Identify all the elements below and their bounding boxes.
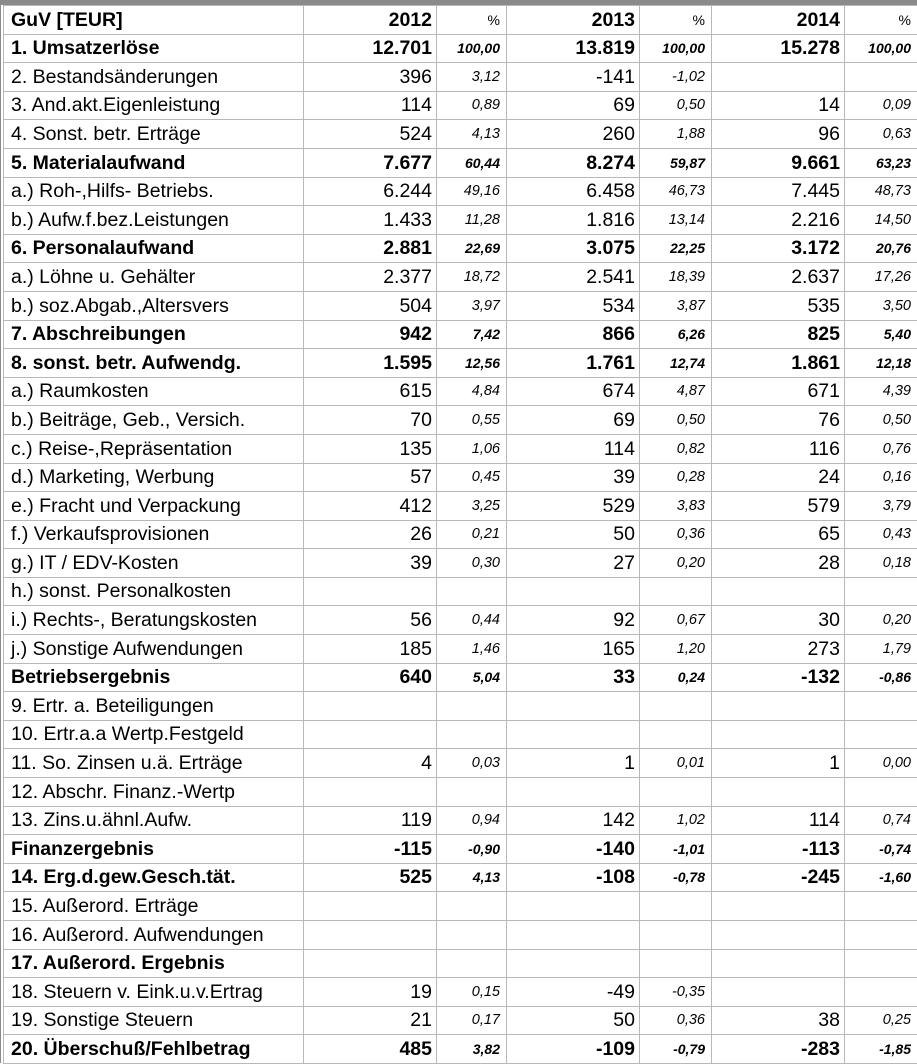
value-2013[interactable]: 260	[507, 120, 640, 149]
row-label[interactable]: 6. Personalaufwand	[4, 234, 304, 263]
percent-2014[interactable]: 5,40	[845, 320, 917, 349]
percent-2013[interactable]: 59,87	[640, 148, 712, 177]
percent-2012[interactable]	[437, 778, 507, 807]
value-2014[interactable]: 535	[712, 291, 845, 320]
row-label[interactable]: 14. Erg.d.gew.Gesch.tät.	[4, 863, 304, 892]
value-2014[interactable]: 15.278	[712, 34, 845, 63]
header-percent-3[interactable]: %	[845, 6, 917, 35]
percent-2013[interactable]: -0,35	[640, 978, 712, 1007]
value-2014[interactable]: 671	[712, 377, 845, 406]
value-2014[interactable]: -132	[712, 663, 845, 692]
percent-2013[interactable]: 12,74	[640, 349, 712, 378]
percent-2013[interactable]: 0,50	[640, 91, 712, 120]
table-row	[4, 63, 917, 92]
table-row	[4, 406, 917, 435]
percent-2012[interactable]: 3,25	[437, 492, 507, 521]
percent-2013[interactable]	[640, 692, 712, 721]
row-label[interactable]: 16. Außerord. Aufwendungen	[4, 921, 304, 950]
value-2014[interactable]: 76	[712, 406, 845, 435]
value-2013[interactable]: 866	[507, 320, 640, 349]
row-label[interactable]: Betriebsergebnis	[4, 663, 304, 692]
percent-2012[interactable]: 0,17	[437, 1006, 507, 1035]
value-2013[interactable]	[507, 921, 640, 950]
percent-2014[interactable]: 4,39	[845, 377, 917, 406]
value-2013[interactable]: 50	[507, 520, 640, 549]
value-2014[interactable]: 116	[712, 434, 845, 463]
percent-2014[interactable]: 0,20	[845, 606, 917, 635]
row-label[interactable]: 18. Steuern v. Eink.u.v.Ertrag	[4, 978, 304, 1007]
table-row	[4, 835, 917, 864]
percent-2012[interactable]	[437, 921, 507, 950]
percent-2014[interactable]: 0,25	[845, 1006, 917, 1035]
percent-2013[interactable]: -0,79	[640, 1035, 712, 1064]
value-2013[interactable]	[507, 720, 640, 749]
percent-2013[interactable]: 3,83	[640, 492, 712, 521]
row-label[interactable]: e.) Fracht und Verpackung	[4, 492, 304, 521]
percent-2014[interactable]	[845, 778, 917, 807]
table-row	[4, 377, 917, 406]
percent-2014[interactable]: 14,50	[845, 206, 917, 235]
row-label[interactable]: Finanzergebnis	[4, 835, 304, 864]
percent-2013[interactable]: 18,39	[640, 263, 712, 292]
value-2013[interactable]: 50	[507, 1006, 640, 1035]
percent-2013[interactable]	[640, 778, 712, 807]
value-2013[interactable]	[507, 892, 640, 921]
percent-2014[interactable]: -0,74	[845, 835, 917, 864]
table-body	[4, 34, 917, 1063]
percent-2012[interactable]: 49,16	[437, 177, 507, 206]
percent-2012[interactable]: 1,06	[437, 434, 507, 463]
percent-2012[interactable]: 0,30	[437, 549, 507, 578]
table-row	[4, 921, 917, 950]
percent-2012[interactable]: 22,69	[437, 234, 507, 263]
percent-2014[interactable]: 0,00	[845, 749, 917, 778]
percent-2014[interactable]	[845, 978, 917, 1007]
value-2012[interactable]	[304, 692, 437, 721]
row-label[interactable]: 3. And.akt.Eigenleistung	[4, 91, 304, 120]
value-2014[interactable]	[712, 577, 845, 606]
value-2014[interactable]: 579	[712, 492, 845, 521]
row-label[interactable]: 11. So. Zinsen u.ä. Erträge	[4, 749, 304, 778]
value-2012[interactable]: 114	[304, 91, 437, 120]
percent-2014[interactable]: 63,23	[845, 148, 917, 177]
value-2013[interactable]	[507, 577, 640, 606]
value-2014[interactable]	[712, 978, 845, 1007]
value-2014[interactable]	[712, 720, 845, 749]
percent-2012[interactable]: -0,90	[437, 835, 507, 864]
table-row	[4, 1035, 917, 1064]
percent-2014[interactable]	[845, 692, 917, 721]
value-2014[interactable]: 9.661	[712, 148, 845, 177]
value-2014[interactable]	[712, 892, 845, 921]
row-label[interactable]: 5. Materialaufwand	[4, 148, 304, 177]
row-label[interactable]: 15. Außerord. Erträge	[4, 892, 304, 921]
row-label[interactable]: i.) Rechts-, Beratungskosten	[4, 606, 304, 635]
percent-2014[interactable]: 0,09	[845, 91, 917, 120]
value-2012[interactable]: 185	[304, 635, 437, 664]
percent-2013[interactable]: 0,36	[640, 1006, 712, 1035]
percent-2013[interactable]: 22,25	[640, 234, 712, 263]
percent-2013[interactable]: 0,01	[640, 749, 712, 778]
percent-2012[interactable]: 5,04	[437, 663, 507, 692]
value-2012[interactable]: 2.377	[304, 263, 437, 292]
value-2012[interactable]: 4	[304, 749, 437, 778]
value-2014[interactable]	[712, 778, 845, 807]
value-2012[interactable]: 7.677	[304, 148, 437, 177]
percent-2012[interactable]: 0,15	[437, 978, 507, 1007]
value-2012[interactable]	[304, 720, 437, 749]
value-2013[interactable]: 114	[507, 434, 640, 463]
percent-2013[interactable]: 46,73	[640, 177, 712, 206]
percent-2012[interactable]: 3,82	[437, 1035, 507, 1064]
value-2013[interactable]: 674	[507, 377, 640, 406]
value-2014[interactable]: 273	[712, 635, 845, 664]
value-2014[interactable]: 7.445	[712, 177, 845, 206]
percent-2013[interactable]	[640, 720, 712, 749]
value-2012[interactable]: 524	[304, 120, 437, 149]
table-row	[4, 663, 917, 692]
percent-2012[interactable]	[437, 892, 507, 921]
percent-2013[interactable]: -0,78	[640, 863, 712, 892]
value-2012[interactable]	[304, 892, 437, 921]
value-2013[interactable]: 529	[507, 492, 640, 521]
value-2012[interactable]: 412	[304, 492, 437, 521]
value-2013[interactable]: -109	[507, 1035, 640, 1064]
table-row	[4, 34, 917, 63]
value-2014[interactable]: 1.861	[712, 349, 845, 378]
percent-2012[interactable]: 7,42	[437, 320, 507, 349]
table-row	[4, 549, 917, 578]
value-2013[interactable]: 3.075	[507, 234, 640, 263]
value-2014[interactable]: 3.172	[712, 234, 845, 263]
value-2014[interactable]: 65	[712, 520, 845, 549]
percent-2013[interactable]: 0,24	[640, 663, 712, 692]
table-row	[4, 349, 917, 378]
table-row	[4, 778, 917, 807]
percent-2014[interactable]: -1,60	[845, 863, 917, 892]
percent-2013[interactable]: 3,87	[640, 291, 712, 320]
table-row	[4, 263, 917, 292]
value-2013[interactable]: 534	[507, 291, 640, 320]
value-2014[interactable]: 24	[712, 463, 845, 492]
value-2013[interactable]: 33	[507, 663, 640, 692]
value-2012[interactable]: 56	[304, 606, 437, 635]
percent-2012[interactable]: 60,44	[437, 148, 507, 177]
row-label[interactable]: 4. Sonst. betr. Erträge	[4, 120, 304, 149]
percent-2012[interactable]: 18,72	[437, 263, 507, 292]
percent-2014[interactable]: -0,86	[845, 663, 917, 692]
table-row	[4, 148, 917, 177]
value-2012[interactable]	[304, 921, 437, 950]
row-label[interactable]: 13. Zins.u.ähnl.Aufw.	[4, 806, 304, 835]
table-row	[4, 806, 917, 835]
value-2013[interactable]: 1.816	[507, 206, 640, 235]
value-2012[interactable]: -115	[304, 835, 437, 864]
percent-2013[interactable]: 0,50	[640, 406, 712, 435]
percent-2013[interactable]	[640, 892, 712, 921]
percent-2013[interactable]: 0,67	[640, 606, 712, 635]
row-label[interactable]: c.) Reise-,Repräsentation	[4, 434, 304, 463]
value-2013[interactable]: -49	[507, 978, 640, 1007]
value-2014[interactable]: -113	[712, 835, 845, 864]
percent-2012[interactable]: 100,00	[437, 34, 507, 63]
value-2012[interactable]: 525	[304, 863, 437, 892]
row-label[interactable]: a.) Raumkosten	[4, 377, 304, 406]
percent-2012[interactable]: 1,46	[437, 635, 507, 664]
percent-2013[interactable]	[640, 577, 712, 606]
table-row	[4, 949, 917, 978]
value-2014[interactable]: 38	[712, 1006, 845, 1035]
percent-2013[interactable]: 0,82	[640, 434, 712, 463]
row-label[interactable]: a.) Roh-,Hilfs- Betriebs.	[4, 177, 304, 206]
percent-2014[interactable]: 1,79	[845, 635, 917, 664]
value-2014[interactable]: -283	[712, 1035, 845, 1064]
value-2012[interactable]: 12.701	[304, 34, 437, 63]
value-2012[interactable]: 70	[304, 406, 437, 435]
row-label[interactable]: b.) Aufw.f.bez.Leistungen	[4, 206, 304, 235]
row-label[interactable]: 19. Sonstige Steuern	[4, 1006, 304, 1035]
value-2014[interactable]	[712, 692, 845, 721]
percent-2014[interactable]: 0,74	[845, 806, 917, 835]
row-label[interactable]: a.) Löhne u. Gehälter	[4, 263, 304, 292]
percent-2014[interactable]: 0,43	[845, 520, 917, 549]
value-2012[interactable]: 135	[304, 434, 437, 463]
percent-2014[interactable]	[845, 63, 917, 92]
header-year-2013[interactable]: 2013	[507, 6, 640, 35]
percent-2014[interactable]: 20,76	[845, 234, 917, 263]
row-label[interactable]: 20. Überschuß/Fehlbetrag	[4, 1035, 304, 1064]
value-2012[interactable]: 21	[304, 1006, 437, 1035]
value-2012[interactable]: 19	[304, 978, 437, 1007]
value-2012[interactable]: 2.881	[304, 234, 437, 263]
value-2013[interactable]: -108	[507, 863, 640, 892]
row-label[interactable]: f.) Verkaufsprovisionen	[4, 520, 304, 549]
percent-2012[interactable]: 0,44	[437, 606, 507, 635]
percent-2013[interactable]: -1,01	[640, 835, 712, 864]
table-row	[4, 320, 917, 349]
percent-2012[interactable]: 0,03	[437, 749, 507, 778]
value-2014[interactable]: 2.637	[712, 263, 845, 292]
value-2014[interactable]: 825	[712, 320, 845, 349]
value-2012[interactable]: 1.433	[304, 206, 437, 235]
value-2014[interactable]	[712, 63, 845, 92]
value-2014[interactable]: 2.216	[712, 206, 845, 235]
table-row	[4, 577, 917, 606]
percent-2014[interactable]: 17,26	[845, 263, 917, 292]
table-row	[4, 91, 917, 120]
percent-2014[interactable]: 48,73	[845, 177, 917, 206]
row-label[interactable]: 8. sonst. betr. Aufwendg.	[4, 349, 304, 378]
value-2013[interactable]: 69	[507, 91, 640, 120]
row-label[interactable]: g.) IT / EDV-Kosten	[4, 549, 304, 578]
percent-2014[interactable]: 3,50	[845, 291, 917, 320]
percent-2012[interactable]: 12,56	[437, 349, 507, 378]
value-2013[interactable]: 27	[507, 549, 640, 578]
header-percent-1[interactable]: %	[437, 6, 507, 35]
value-2012[interactable]: 615	[304, 377, 437, 406]
table-row	[4, 206, 917, 235]
percent-2014[interactable]	[845, 577, 917, 606]
percent-2012[interactable]	[437, 692, 507, 721]
table-row	[4, 434, 917, 463]
value-2014[interactable]	[712, 949, 845, 978]
value-2012[interactable]: 942	[304, 320, 437, 349]
value-2013[interactable]: -140	[507, 835, 640, 864]
percent-2014[interactable]	[845, 720, 917, 749]
value-2013[interactable]: 92	[507, 606, 640, 635]
table-row	[4, 291, 917, 320]
row-label[interactable]: 17. Außerord. Ergebnis	[4, 949, 304, 978]
percent-2014[interactable]: 0,63	[845, 120, 917, 149]
percent-2014[interactable]: 0,50	[845, 406, 917, 435]
percent-2012[interactable]: 0,21	[437, 520, 507, 549]
value-2012[interactable]: 26	[304, 520, 437, 549]
value-2014[interactable]: 28	[712, 549, 845, 578]
table-row	[4, 720, 917, 749]
table-row	[4, 120, 917, 149]
row-label[interactable]: 7. Abschreibungen	[4, 320, 304, 349]
percent-2012[interactable]: 3,97	[437, 291, 507, 320]
percent-2012[interactable]: 4,13	[437, 120, 507, 149]
value-2013[interactable]: 69	[507, 406, 640, 435]
value-2013[interactable]: -141	[507, 63, 640, 92]
row-label[interactable]: d.) Marketing, Werbung	[4, 463, 304, 492]
row-label[interactable]: b.) Beiträge, Geb., Versich.	[4, 406, 304, 435]
table-row	[4, 635, 917, 664]
row-label[interactable]: 2. Bestandsänderungen	[4, 63, 304, 92]
value-2013[interactable]: 1.761	[507, 349, 640, 378]
row-label[interactable]: 10. Ertr.a.a Wertp.Festgeld	[4, 720, 304, 749]
value-2012[interactable]: 6.244	[304, 177, 437, 206]
value-2013[interactable]: 39	[507, 463, 640, 492]
percent-2013[interactable]	[640, 949, 712, 978]
percent-2013[interactable]: 1,02	[640, 806, 712, 835]
value-2013[interactable]: 1	[507, 749, 640, 778]
value-2013[interactable]	[507, 692, 640, 721]
percent-2012[interactable]: 0,89	[437, 91, 507, 120]
value-2012[interactable]: 504	[304, 291, 437, 320]
percent-2013[interactable]: 0,28	[640, 463, 712, 492]
table-row	[4, 749, 917, 778]
percent-2012[interactable]: 11,28	[437, 206, 507, 235]
row-label[interactable]: 12. Abschr. Finanz.-Wertp	[4, 778, 304, 807]
value-2013[interactable]: 165	[507, 635, 640, 664]
percent-2013[interactable]: 1,20	[640, 635, 712, 664]
value-2012[interactable]: 57	[304, 463, 437, 492]
row-label[interactable]: 1. Umsatzerlöse	[4, 34, 304, 63]
percent-2014[interactable]: 0,16	[845, 463, 917, 492]
percent-2014[interactable]: 100,00	[845, 34, 917, 63]
table-row	[4, 1006, 917, 1035]
value-2012[interactable]: 485	[304, 1035, 437, 1064]
value-2013[interactable]: 142	[507, 806, 640, 835]
percent-2013[interactable]: 6,26	[640, 320, 712, 349]
value-2014[interactable]: 30	[712, 606, 845, 635]
percent-2012[interactable]	[437, 577, 507, 606]
percent-2014[interactable]	[845, 949, 917, 978]
table-row	[4, 606, 917, 635]
value-2014[interactable]: -245	[712, 863, 845, 892]
value-2013[interactable]: 6.458	[507, 177, 640, 206]
header-row	[4, 6, 917, 35]
percent-2012[interactable]: 4,13	[437, 863, 507, 892]
row-label[interactable]: 9. Ertr. a. Beteiligungen	[4, 692, 304, 721]
header-label[interactable]: GuV [TEUR]	[4, 6, 304, 35]
row-label[interactable]: j.) Sonstige Aufwendungen	[4, 635, 304, 664]
value-2012[interactable]	[304, 949, 437, 978]
percent-2013[interactable]: 0,20	[640, 549, 712, 578]
value-2014[interactable]: 14	[712, 91, 845, 120]
table-row	[4, 520, 917, 549]
guv-table	[3, 5, 917, 1064]
percent-2013[interactable]: 4,87	[640, 377, 712, 406]
value-2013[interactable]: 13.819	[507, 34, 640, 63]
value-2012[interactable]: 1.595	[304, 349, 437, 378]
value-2012[interactable]: 39	[304, 549, 437, 578]
header-percent-2[interactable]: %	[640, 6, 712, 35]
value-2012[interactable]: 396	[304, 63, 437, 92]
percent-2014[interactable]	[845, 921, 917, 950]
value-2013[interactable]	[507, 778, 640, 807]
percent-2012[interactable]: 0,94	[437, 806, 507, 835]
table-row	[4, 863, 917, 892]
percent-2014[interactable]: 0,18	[845, 549, 917, 578]
percent-2012[interactable]	[437, 949, 507, 978]
value-2013[interactable]: 8.274	[507, 148, 640, 177]
value-2014[interactable]: 114	[712, 806, 845, 835]
percent-2014[interactable]: 0,76	[845, 434, 917, 463]
table-row	[4, 892, 917, 921]
table-row	[4, 978, 917, 1007]
table-row	[4, 177, 917, 206]
value-2012[interactable]: 640	[304, 663, 437, 692]
percent-2014[interactable]: 12,18	[845, 349, 917, 378]
percent-2013[interactable]	[640, 921, 712, 950]
table-row	[4, 492, 917, 521]
value-2012[interactable]: 119	[304, 806, 437, 835]
table-row	[4, 463, 917, 492]
percent-2014[interactable]: -1,85	[845, 1035, 917, 1064]
percent-2012[interactable]: 4,84	[437, 377, 507, 406]
value-2013[interactable]	[507, 949, 640, 978]
row-label[interactable]: h.) sonst. Personalkosten	[4, 577, 304, 606]
percent-2013[interactable]: 1,88	[640, 120, 712, 149]
percent-2012[interactable]: 3,12	[437, 63, 507, 92]
value-2014[interactable]	[712, 921, 845, 950]
value-2014[interactable]: 96	[712, 120, 845, 149]
row-label[interactable]: b.) soz.Abgab.,Altersvers	[4, 291, 304, 320]
percent-2012[interactable]: 0,55	[437, 406, 507, 435]
percent-2012[interactable]: 0,45	[437, 463, 507, 492]
value-2012[interactable]	[304, 577, 437, 606]
header-year-2014[interactable]: 2014	[712, 6, 845, 35]
percent-2013[interactable]: -1,02	[640, 63, 712, 92]
value-2014[interactable]: 1	[712, 749, 845, 778]
percent-2013[interactable]: 100,00	[640, 34, 712, 63]
value-2012[interactable]	[304, 778, 437, 807]
percent-2014[interactable]	[845, 892, 917, 921]
value-2013[interactable]: 2.541	[507, 263, 640, 292]
table-row	[4, 692, 917, 721]
header-year-2012[interactable]: 2012	[304, 6, 437, 35]
percent-2012[interactable]	[437, 720, 507, 749]
percent-2013[interactable]: 13,14	[640, 206, 712, 235]
table-row	[4, 234, 917, 263]
percent-2014[interactable]: 3,79	[845, 492, 917, 521]
percent-2013[interactable]: 0,36	[640, 520, 712, 549]
